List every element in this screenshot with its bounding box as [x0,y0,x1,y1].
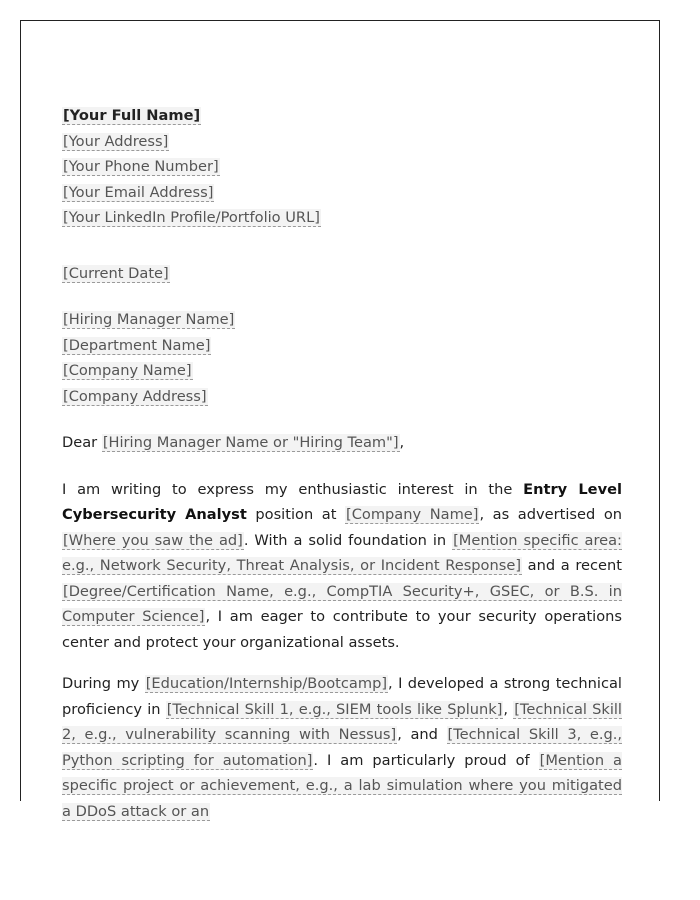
recipient-company-address[interactable]: [Company Address] [63,387,207,405]
p2-project[interactable]: [Mention a specific project or achievement, e.g., a lab simulation where you mitigated a DDoS attack or an [62,751,622,820]
p2-text-5: . I am particularly proud of [313,751,539,769]
sender-address[interactable]: [Your Address] [63,132,169,150]
p1-source[interactable]: [Where you saw the ad] [63,531,243,549]
p2-text-2: , I developed a strong technical proficiency in [62,675,622,718]
p1-text-4: . With a solid foundation in [243,531,453,549]
p1-area[interactable]: [Mention specific area: e.g., Network Security, Threat Analysis, or Incident Response] [62,531,622,574]
p2-text-4: , and [397,726,447,743]
recipient-block [62,307,622,409]
p1-degree[interactable]: [Degree/Certification Name, e.g., CompTIA Security+, GSEC, or B.S. in Computer Science] [62,582,622,625]
sender-name[interactable]: [Your Full Name] [63,107,201,124]
salutation-prefix: Dear [62,434,102,451]
salutation-suffix: , [399,434,405,451]
sender-block [62,103,622,231]
recipient-department[interactable]: [Department Name] [63,336,211,354]
letter-body [62,103,622,824]
p2-skill-3[interactable]: [Technical Skill 3, e.g., Python scripting for automation] [62,726,622,769]
p1-text-2: position at [246,506,346,523]
salutation-name[interactable]: [Hiring Manager Name or "Hiring Team"] [102,434,399,451]
p1-text-6: , I am eager to contribute to your security operations center and protect your organizational assets. [62,608,623,651]
p2-skill-2[interactable]: [Technical Skill 2, e.g., vulnerability scanning with Nessus] [62,700,622,743]
salutation [62,430,622,456]
p1-text-1: I am writing to express my enthusiastic interest in the [62,480,524,498]
paragraph-intro [62,477,622,656]
sender-linkedin[interactable]: [Your LinkedIn Profile/Portfolio URL] [63,209,320,226]
p2-skill-1[interactable]: [Technical Skill 1, e.g., SIEM tools like Splunk] [166,700,503,718]
p1-company[interactable]: [Company Name] [346,506,479,523]
date-block [62,261,622,287]
p2-text-1: During my [62,675,145,692]
p2-education[interactable]: [Education/Internship/Bootcamp] [145,675,388,692]
current-date[interactable]: [Current Date] [63,264,169,282]
p1-text-5: and a recent [522,557,622,574]
document-page [20,20,660,820]
p2-text-3: , [503,700,514,718]
recipient-manager[interactable]: [Hiring Manager Name] [63,311,235,328]
sender-email[interactable]: [Your Email Address] [63,183,214,201]
paragraph-skills [62,671,622,824]
p1-text-3: , as advertised on [479,506,622,523]
sender-phone[interactable]: [Your Phone Number] [63,158,219,175]
job-title: Entry Level Cybersecurity Analyst [62,480,622,523]
recipient-company[interactable]: [Company Name] [63,362,192,379]
